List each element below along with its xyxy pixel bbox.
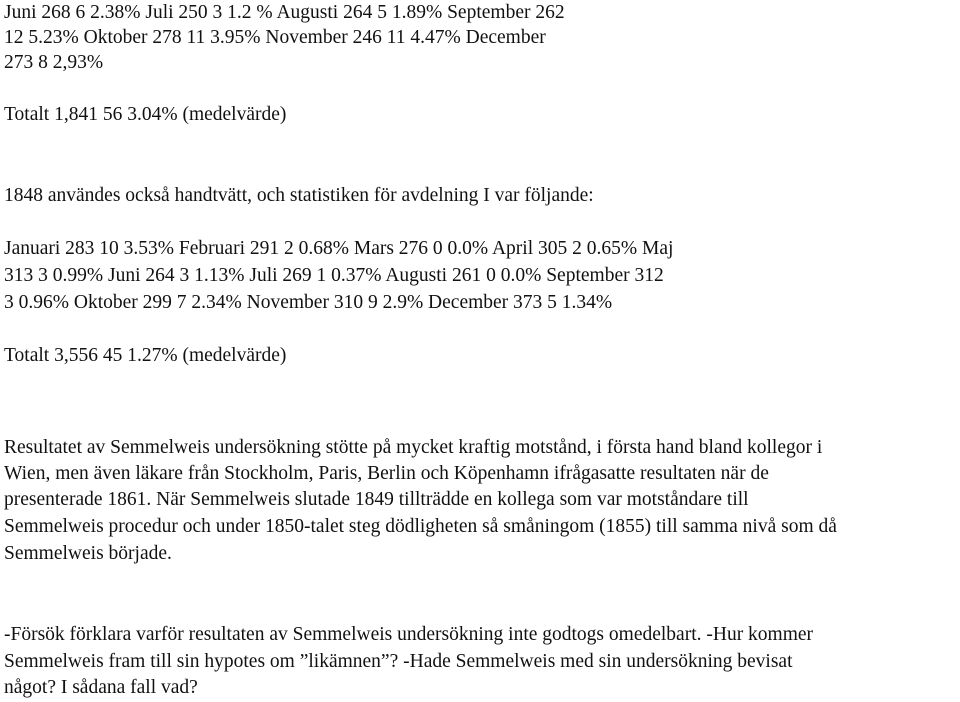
data-line-1848-2: 313 3 0.99% Juni 264 3 1.13% Juli 269 1 0.37% Augusti 261 0 0.0% September 312 xyxy=(4,265,664,286)
data-line-1848-3: 3 0.96% Oktober 299 7 2.34% November 310 9 2.9% December 373 5 1.34% xyxy=(4,292,613,313)
data-line-1846-2: 12 5.23% Oktober 278 11 3.95% November 246 11 4.47% December xyxy=(4,27,546,48)
result-line-4: Semmelweis procedur och under 1850-talet steg dödligheten så småningom (1855) till samma nivå som då xyxy=(4,516,837,537)
result-line-1: Resultatet av Semmelweis undersökning stötte på mycket kraftig motstånd, i första hand bland kollegor i xyxy=(4,437,823,458)
question-line-1: -Försök förklara varför resultaten av Semmelweis undersökning inte godtogs omedelbart. -Hur kommer xyxy=(4,624,814,645)
result-line-3: presenterade 1861. När Semmelweis slutade 1849 tillträdde en kollega som var motståndare till xyxy=(4,489,749,510)
question-line-3: något? I sådana fall vad? xyxy=(4,677,198,698)
total-1846: Totalt 1,841 56 3.04% (medelvärde) xyxy=(4,104,287,125)
data-line-1846-3: 273 8 2,93% xyxy=(4,52,104,73)
result-line-5: Semmelweis började. xyxy=(4,543,172,564)
question-line-2: Semmelweis fram till sin hypotes om ”likämnen”? -Hade Semmelweis med sin undersökning bevisat xyxy=(4,651,793,672)
data-line-1846-1: Juni 268 6 2.38% Juli 250 3 1.2 % Augusti 264 5 1.89% September 262 xyxy=(4,2,565,23)
total-1848: Totalt 3,556 45 1.27% (medelvärde) xyxy=(4,345,287,366)
data-line-1848-1: Januari 283 10 3.53% Februari 291 2 0.68% Mars 276 0 0.0% April 305 2 0.65% Maj xyxy=(4,238,674,259)
intro-1848: 1848 användes också handtvätt, och statistiken för avdelning I var följande: xyxy=(4,185,594,206)
result-line-2: Wien, men även läkare från Stockholm, Paris, Berlin och Köpenhamn ifrågasatte resultaten när de xyxy=(4,463,769,484)
